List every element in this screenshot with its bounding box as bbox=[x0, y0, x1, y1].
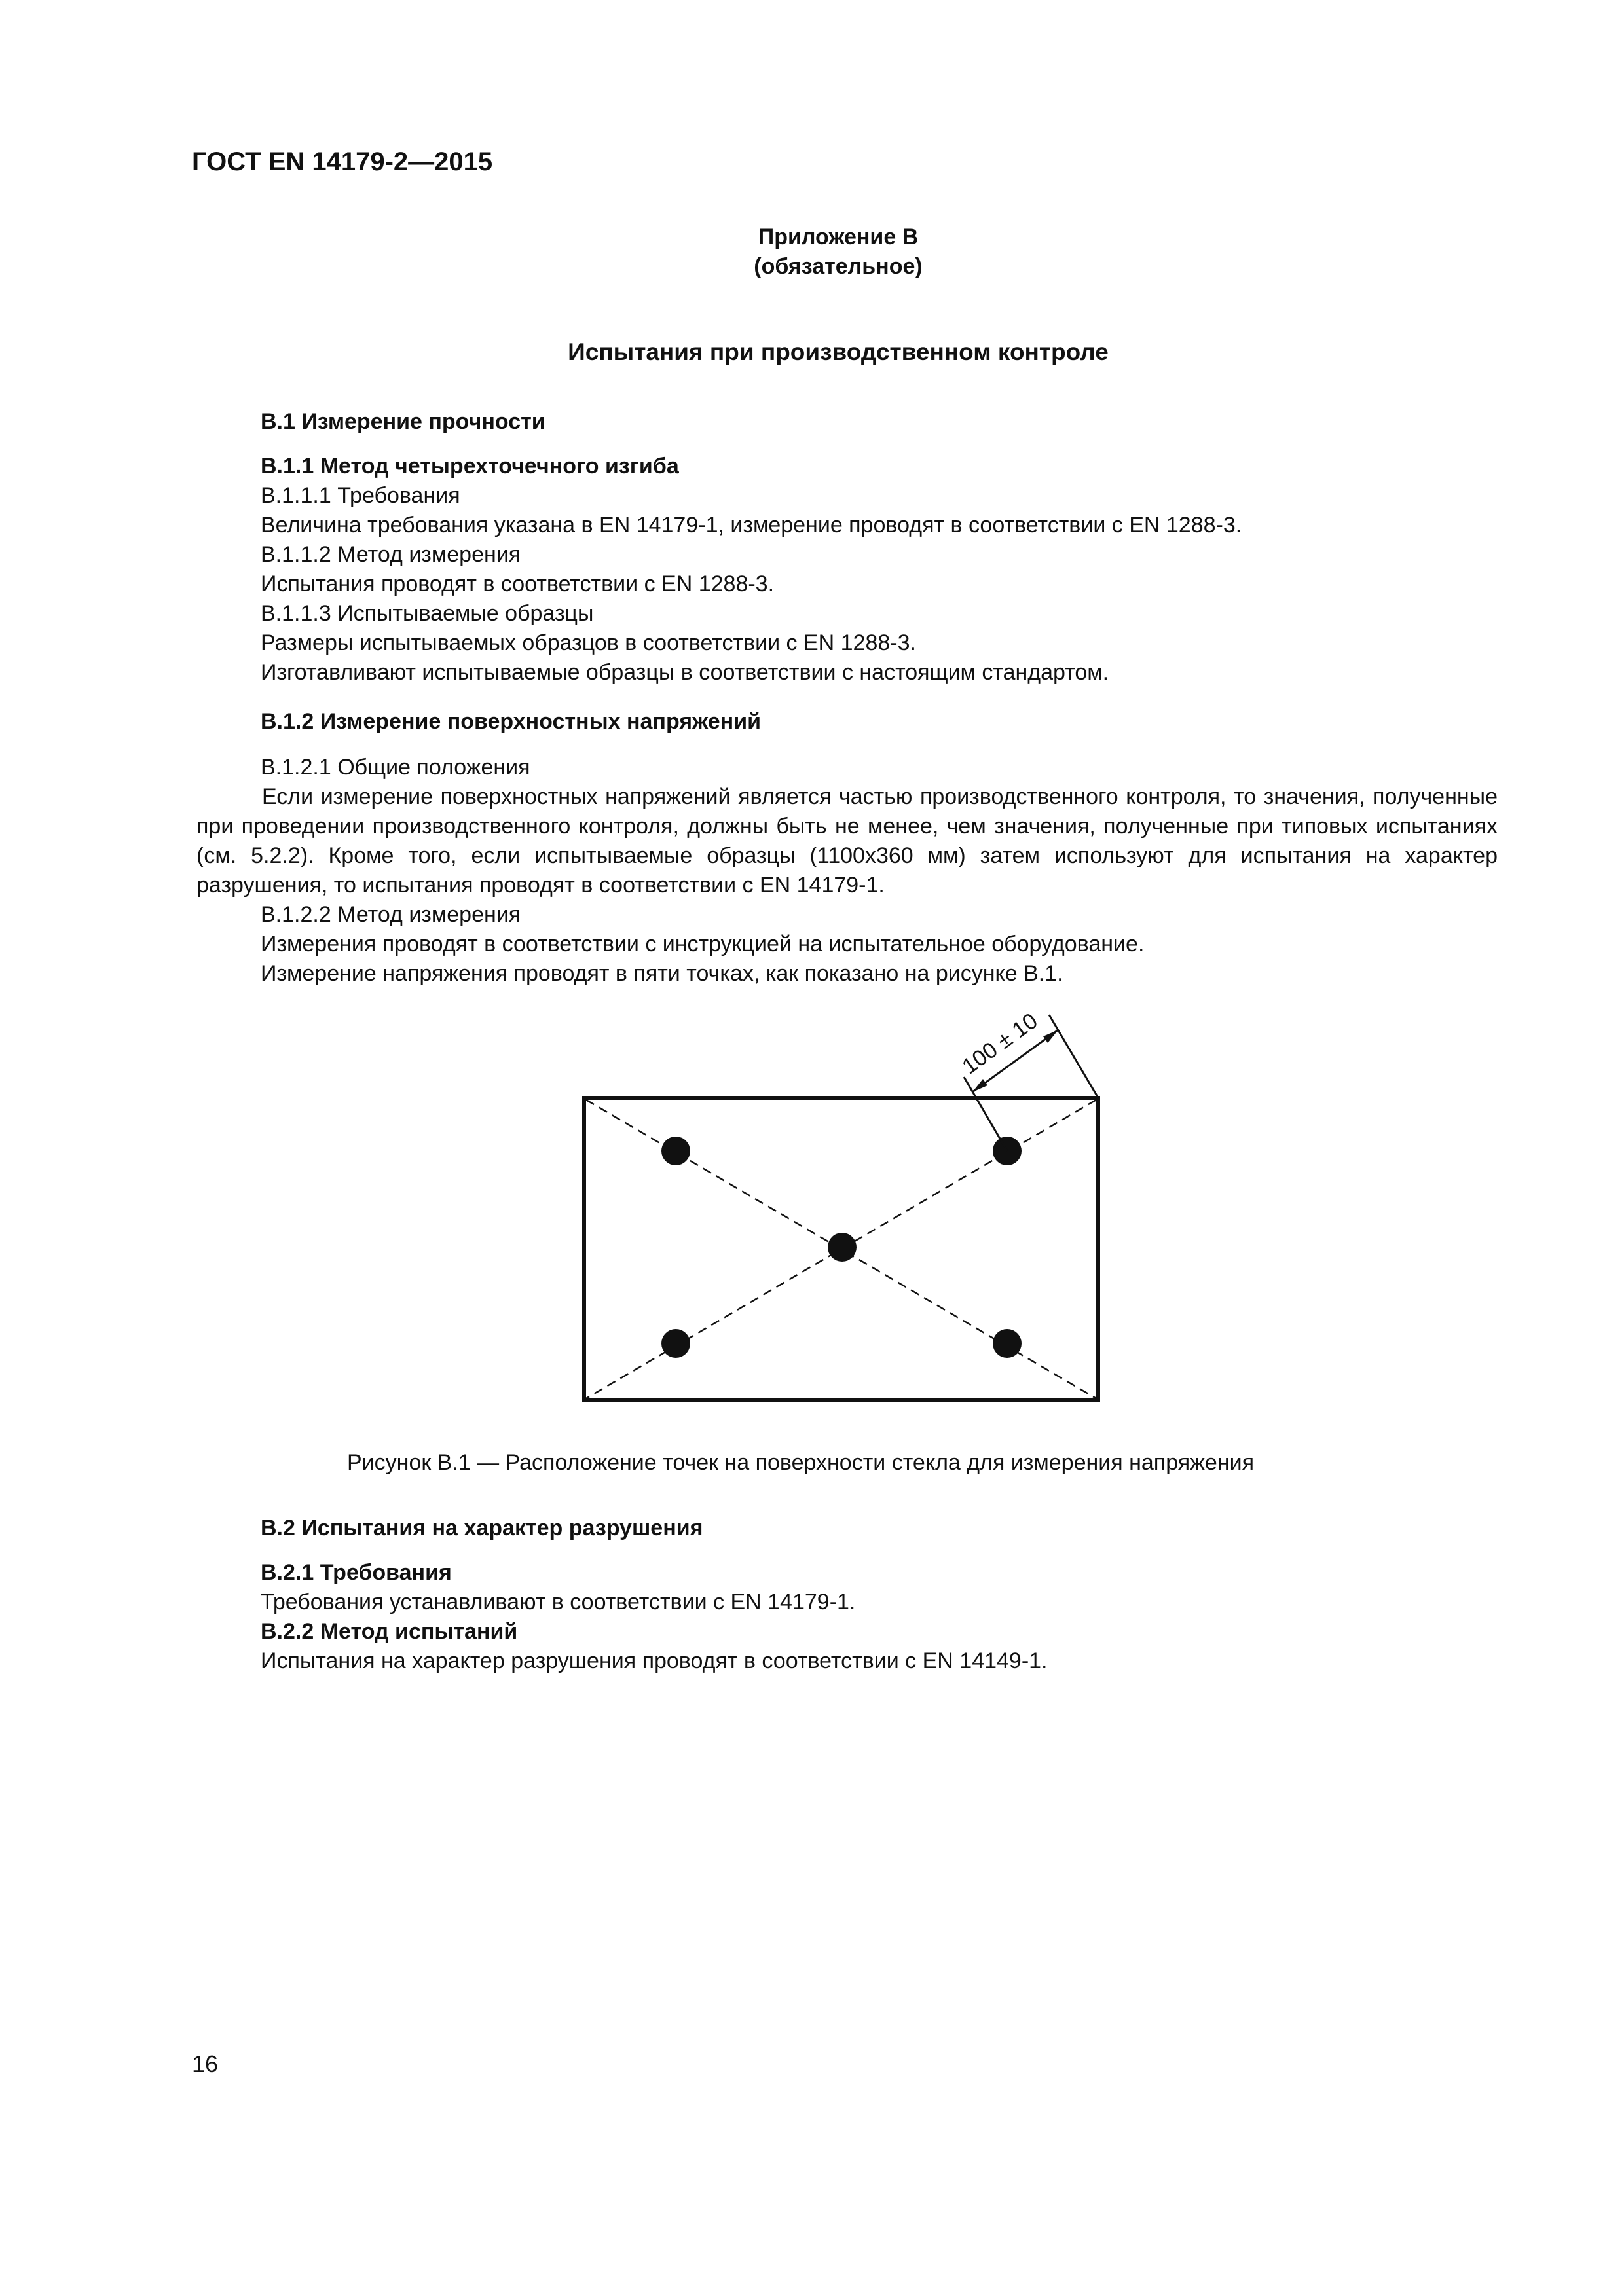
dimension-label: 100 ± 10 bbox=[957, 1008, 1043, 1080]
b21-text: Требования устанавливают в соответствии с EN 14179-1. bbox=[261, 1590, 856, 1614]
figure-b1 bbox=[576, 1008, 1113, 1414]
section-b22-heading: B.2.2 Метод испытаний bbox=[261, 1619, 518, 1644]
section-b1-heading: B.1 Измерение прочности bbox=[261, 409, 545, 434]
b113-label: B.1.1.3 Испытываемые образцы bbox=[261, 601, 594, 626]
dimension-arrow-start bbox=[972, 1079, 987, 1092]
b113-text-1: Размеры испытываемых образцов в соответствии с EN 1288-3. bbox=[261, 630, 916, 655]
annex-heading: Испытания при производственном контроле bbox=[568, 338, 1109, 365]
section-b12-heading: B.1.2 Измерение поверхностных напряжений bbox=[261, 709, 762, 734]
extension-line-point bbox=[964, 1077, 1007, 1151]
b111-label: B.1.1.1 Требования bbox=[261, 483, 460, 508]
annex-title: Приложение B bbox=[758, 225, 919, 249]
b122-label: B.1.2.2 Метод измерения bbox=[261, 902, 521, 927]
section-b2-heading: B.2 Испытания на характер разрушения bbox=[261, 1516, 703, 1540]
dimension-arrow-end bbox=[1043, 1030, 1058, 1043]
section-b11-heading: B.1.1 Метод четырехточечного изгиба bbox=[261, 454, 679, 479]
measurement-point-bottom-left bbox=[661, 1329, 690, 1358]
b121-label: B.1.2.1 Общие положения bbox=[261, 755, 530, 780]
b122-text-1: Измерения проводят в соответствии с инструкцией на испытательное оборудование. bbox=[261, 932, 1145, 957]
b121-text: Если измерение поверхностных напряжений является частью производственного контроля, то значения, полученные при проведении производственного контроля, должны быть не менее, чем значения, полученные при типовых испытаниях (см. 5.2.2). Кроме того, если испытываемые образцы (1100х360 мм) затем используют для испытания на характер разрушения, то испытания проводят в соответствии с EN 14179-1. bbox=[196, 784, 1498, 898]
b113-text-2: Изготавливают испытываемые образцы в соответствии с настоящим стандартом. bbox=[261, 660, 1109, 685]
figure-caption: Рисунок B.1 — Расположение точек на поверхности стекла для измерения напряжения bbox=[347, 1450, 1254, 1475]
b112-text: Испытания проводят в соответствии с EN 1288-3. bbox=[261, 572, 775, 596]
measurement-point-center bbox=[828, 1233, 857, 1262]
page-number: 16 bbox=[192, 2050, 219, 2077]
measurement-point-bottom-right bbox=[993, 1329, 1022, 1358]
annex-status: (обязательное) bbox=[754, 254, 923, 279]
extension-line-corner bbox=[1049, 1015, 1098, 1098]
document-code: ГОСТ EN 14179-2—2015 bbox=[192, 147, 493, 176]
b22-text: Испытания на характер разрушения проводят в соответствии с EN 14149-1. bbox=[261, 1649, 1048, 1673]
b112-label: B.1.1.2 Метод измерения bbox=[261, 542, 521, 567]
b111-text: Величина требования указана в EN 14179-1, измерение проводят в соответствии с EN 1288-3. bbox=[261, 513, 1242, 538]
section-b21-heading: B.2.1 Требования bbox=[261, 1560, 452, 1585]
measurement-point-top-left bbox=[661, 1137, 690, 1165]
b122-text-2: Измерение напряжения проводят в пяти точках, как показано на рисунке B.1. bbox=[261, 961, 1063, 986]
